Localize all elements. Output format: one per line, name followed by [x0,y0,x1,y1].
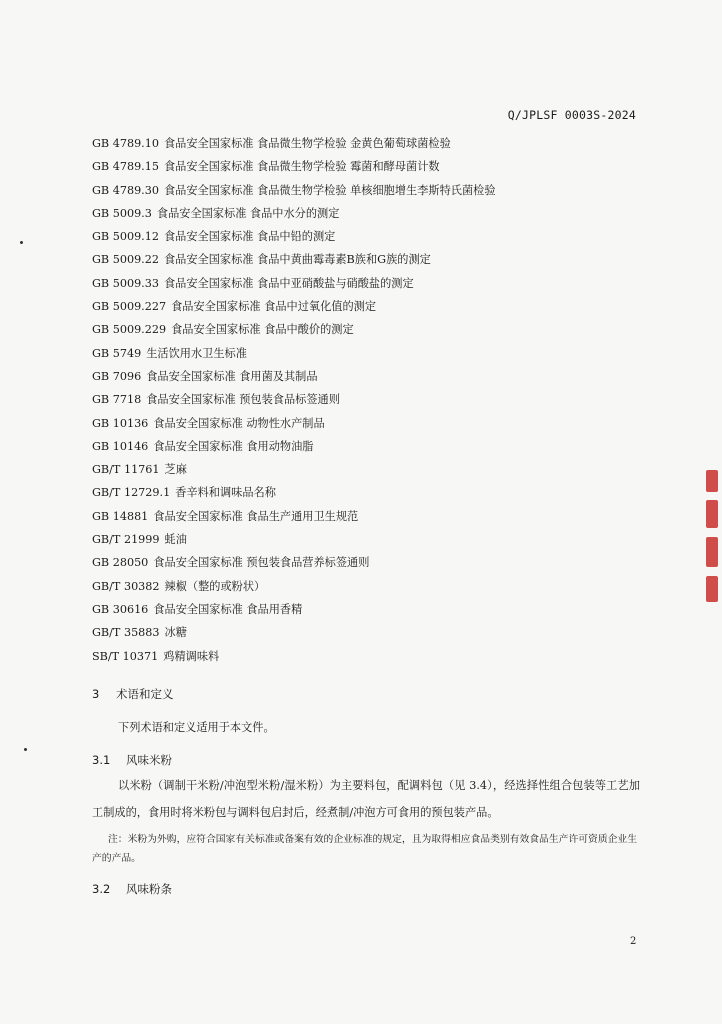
clause-3-2-heading [92,881,172,897]
reference-item [92,624,652,647]
reference-code: GB 10146 [92,439,149,453]
reference-code: GB/T 11761 [92,463,160,477]
reference-item [92,648,652,671]
clause-3-1-heading [92,752,172,768]
reference-code: GB/T 21999 [92,533,160,547]
reference-item [92,554,652,577]
reference-item [92,531,652,554]
reference-title: 食品安全国家标准 食品中过氧化值的测定 [171,300,377,314]
reference-code: GB 5009.22 [92,253,159,267]
reference-code: GB/T 35883 [92,626,160,640]
reference-code: GB 5009.12 [92,230,159,244]
reference-code: GB 30616 [92,602,149,616]
reference-title: 香辛料和调味品名称 [175,486,276,500]
reference-title: 食品安全国家标准 食品中铅的测定 [163,230,336,244]
reference-item [92,251,652,274]
reference-item [92,275,652,298]
seal-stamp-fragment [706,576,718,602]
clause-title: 风味粉条 [126,882,172,896]
reference-item [92,484,652,507]
reference-item [92,345,652,368]
reference-code: GB 10136 [92,416,149,430]
clause-3-1-definition: 以米粉（调制干米粉/冲泡型米粉/湿米粉）为主要料包，配调料包（见 3.4），经选择性组合包装等工艺加工制成的，食用时将米粉包与调料包启封后，经煮制/冲泡方可食用的预包装产品。 [92,779,640,819]
reference-code: GB 4789.30 [92,183,159,197]
reference-item [92,182,652,205]
reference-code: GB/T 30382 [92,579,160,593]
reference-title: 食品安全国家标准 预包装食品营养标签通则 [153,556,370,570]
reference-title: 辣椒（整的或粉状） [164,579,266,593]
reference-code: GB 7718 [92,393,142,407]
reference-title: 食品安全国家标准 预包装食品标签通则 [146,393,340,407]
reference-code: SB/T 10371 [92,649,159,663]
reference-item [92,391,652,414]
reference-item [92,578,652,601]
section-title: 术语和定义 [116,687,174,701]
reference-item [92,321,652,344]
clause-number: 3.2 [92,882,111,896]
seal-stamp-fragment [706,470,718,492]
reference-item [92,158,652,181]
clause-number: 3.1 [92,753,111,767]
section-number: 3 [92,687,100,701]
reference-code: GB 14881 [92,509,149,523]
reference-item [92,368,652,391]
clause-title: 风味米粉 [126,753,172,767]
reference-item [92,205,652,228]
reference-item [92,601,652,624]
reference-title: 食品安全国家标准 食用菌及其制品 [146,369,318,383]
normative-references-list [92,135,652,671]
reference-item [92,298,652,321]
reference-title: 食品安全国家标准 动物性水产制品 [153,416,325,430]
reference-item [92,438,652,461]
reference-title: 食品安全国家标准 食品中水分的测定 [156,206,340,220]
reference-item [92,415,652,438]
reference-code: GB 5009.227 [92,300,167,314]
reference-title: 食品安全国家标准 食品中黄曲霉毒素B族和G族的测定 [163,253,431,267]
seal-stamp-fragment [706,537,718,567]
reference-title: 食品安全国家标准 食品微生物学检验 霉菌和酵母菌计数 [163,160,440,174]
reference-title: 食品安全国家标准 食用动物油脂 [153,439,314,453]
reference-code: GB 4789.15 [92,160,159,174]
reference-item [92,135,652,158]
reference-item [92,461,652,484]
reference-title: 食品安全国家标准 食品微生物学检验 单核细胞增生李斯特氏菌检验 [163,183,496,197]
scan-speck [20,241,23,244]
reference-code: GB 5009.229 [92,323,167,337]
reference-title: 芝麻 [164,463,187,477]
reference-title: 食品安全国家标准 食品用香精 [153,602,303,616]
reference-item [92,508,652,531]
reference-code: GB 5009.33 [92,276,159,290]
section-3-intro: 下列术语和定义适用于本文件。 [118,721,275,734]
reference-code: GB 5749 [92,346,142,360]
reference-title: 食品安全国家标准 食品中酸价的测定 [171,323,354,337]
page-number: 2 [630,936,637,947]
reference-code: GB 5009.3 [92,206,152,220]
reference-title: 食品安全国家标准 食品中亚硝酸盐与硝酸盐的测定 [163,276,414,290]
section-3-heading [92,686,174,702]
reference-title: 食品安全国家标准 食品生产通用卫生规范 [153,509,359,523]
reference-code: GB 28050 [92,556,149,570]
seal-stamp-fragment [706,500,718,528]
reference-title: 冰糖 [164,626,187,640]
reference-title: 鸡精调味料 [163,649,220,663]
reference-code: GB 7096 [92,369,142,383]
reference-title: 食品安全国家标准 食品微生物学检验 金黄色葡萄球菌检验 [163,137,451,150]
clause-3-1-note: 注：米粉为外购，应符合国家有关标准或备案有效的企业标准的规定，且为取得相应食品类别有效食品生产许可资质企业生产的产品。 [92,834,638,864]
reference-title: 生活饮用水卫生标准 [146,346,247,360]
reference-code: GB/T 12729.1 [92,486,171,500]
reference-title: 蚝油 [164,533,187,547]
reference-code: GB 4789.10 [92,137,159,150]
scan-speck [24,748,27,751]
document-number: Q/JPLSF 0003S-2024 [507,108,636,122]
reference-item [92,228,652,251]
